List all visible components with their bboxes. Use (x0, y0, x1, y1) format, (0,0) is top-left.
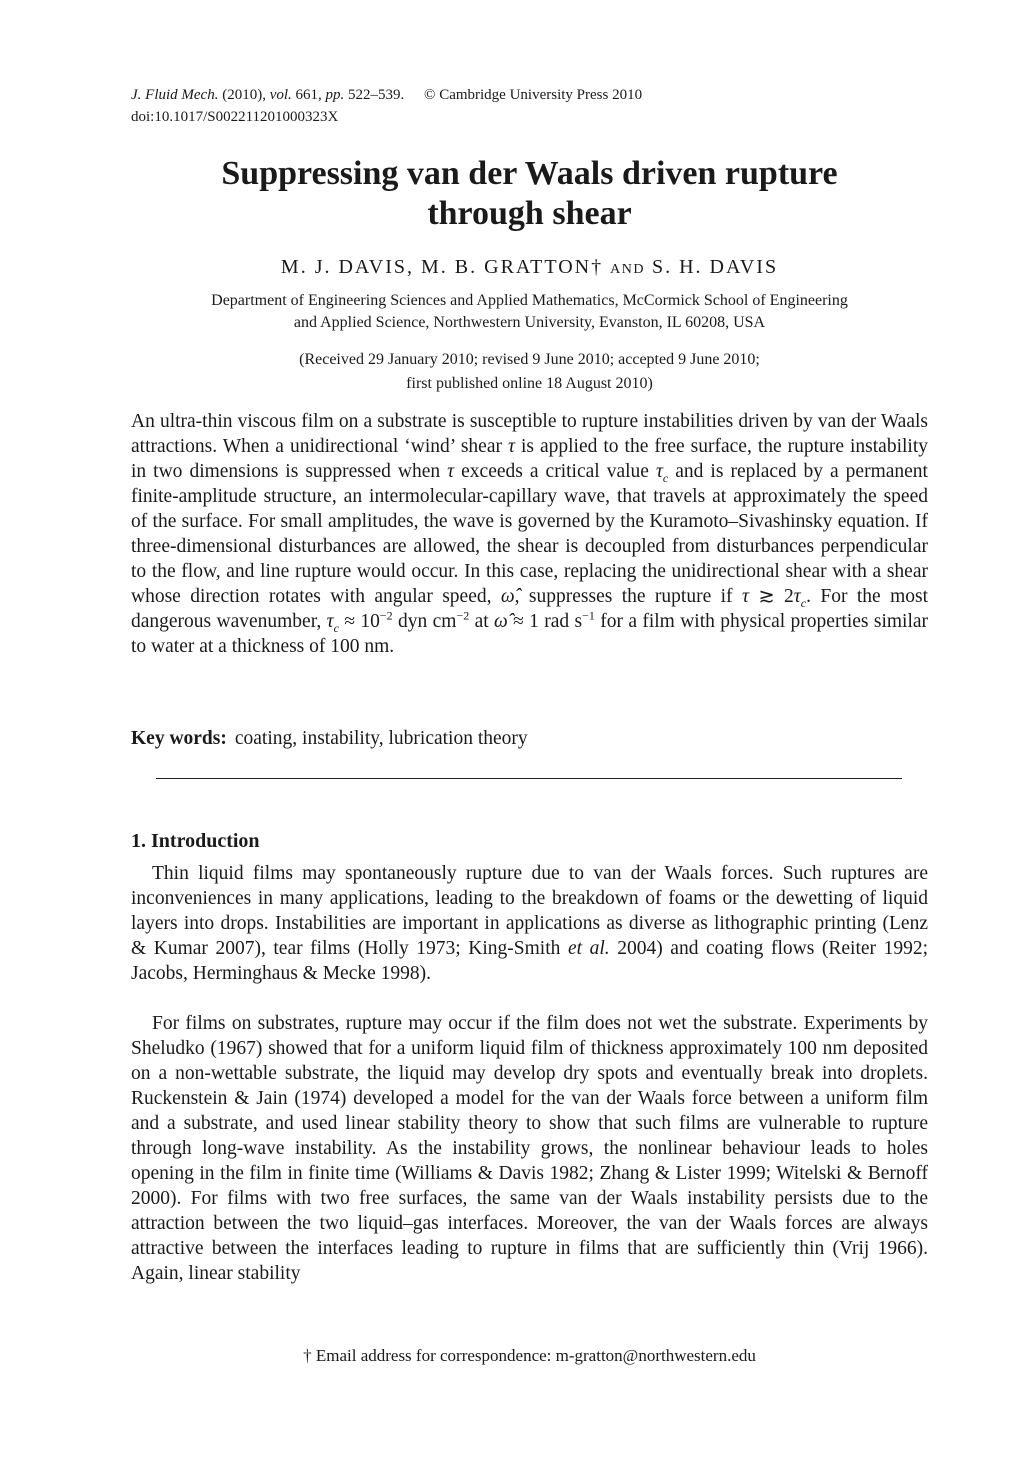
keywords-label: Key words: (131, 728, 227, 749)
math-omega-hat: ω̂ (494, 611, 508, 632)
affiliation-line-2: and Applied Science, Northwestern University, Evanston, IL 60208, USA (293, 314, 766, 331)
abstract-text: exceeds a critical value (454, 461, 656, 482)
abstract-text: for a film with physical properties similar to water at a thickness of 100 nm. (131, 611, 929, 657)
abstract-text: . For the most dangerous wavenumber, (131, 586, 928, 632)
pages-label: pp. (325, 87, 345, 103)
math-exponent: −2 (456, 608, 470, 623)
abstract-text: ≈ 1 rad s (507, 611, 583, 632)
et-al: et al. (567, 938, 610, 959)
math-tau: τ (447, 461, 455, 482)
abstract-text: is applied to the free surface, the rupture instability in two dimensions is suppressed when (131, 436, 928, 482)
math-tau-c: τ (326, 611, 334, 632)
affiliation (131, 290, 928, 334)
paragraph-text: 2004) and coating flows (Reiter 1992; Jacobs, Herminghaus & Mecke 1998). (131, 938, 928, 984)
math-subscript: c (662, 470, 669, 485)
footnote: † Email address for correspondence: m-gratton@northwestern.edu (303, 1346, 756, 1365)
horizontal-rule (156, 778, 902, 779)
math-tau-c: τ (793, 586, 801, 607)
volume-label: vol. (269, 87, 292, 103)
authors-part-2: S. H. DAVIS (651, 256, 779, 278)
math-approx: ≳ 2 (748, 586, 794, 607)
paragraph-text: Thin liquid films may spontaneously rupture due to van der Waals forces. Such ruptures are inconveniences in many applications, leading to the breakdown of foams or the dewetting of liquid layers into drops. Instabilities are important in applications as diverse as lithographic printing (Lenz & Kumar 2007), tear films (Holly 1973; King-Smith (131, 863, 928, 959)
paragraph-2: For films on substrates, rupture may occur if the film does not wet the substrate. Experiments by Sheludko (1967) showed that for a uniform liquid film of thickness approximately 100 nm deposited on a non-wettable substrate, the liquid may develop dry spots and eventually break into droplets. Ruckenstein & Jain (1974) developed a model for the van der Waals force between a uniform film and a substrate, and used linear stability theory to show that such films are vulnerable to rupture through long-wave instability. As the instability grows, the nonlinear behaviour leads to holes opening in the film in finite time (Williams & Davis 1982; Zhang & Lister 1999; Witelski & Bernoff 2000). For films with two free surfaces, the same van der Waals instability persists due to the attraction between the two liquid–gas interfaces. Moreover, the van der Waals forces are always attractive between the interfaces leading to rupture in films that are sufficiently thin (Vrij 1966). Again, linear stability (131, 1013, 928, 1284)
abstract-text: and is replaced by a permanent finite-amplitude structure, an intermolecular-capillary wave, that travels at approximately the speed of the surface. For small amplitudes, the wave is governed by the Kuramoto–Sivashinsky equation. If three-dimensional disturbances are allowed, the shear is decoupled from disturbances perpendicular to the flow, and line rupture would occur. In this case, replacing the unidirectional shear with a shear whose direction rotates with angular speed, (131, 461, 928, 607)
math-exponent: −1 (582, 608, 595, 623)
received-dates (131, 348, 928, 396)
keywords (131, 726, 528, 751)
math-subscript: c (333, 620, 339, 635)
math-tau: τ (741, 586, 749, 607)
math-tau-c: τ (655, 461, 663, 482)
abstract (131, 409, 928, 659)
paper-title (131, 154, 928, 234)
abstract-text: at (469, 611, 494, 632)
keywords-value: coating, instability, lubrication theory (234, 728, 528, 749)
title-line-1: Suppressing van der Waals driven rupture (221, 155, 838, 192)
authors-and: AND (610, 262, 645, 277)
abstract-text: , suppresses the rupture if (514, 586, 742, 607)
page-range: 522–539. (348, 87, 405, 103)
copyright-notice: © Cambridge University Press 2010 (424, 87, 643, 103)
math-omega-hat: ω̂ (500, 586, 515, 607)
journal-citation (131, 84, 928, 106)
received-line-2: first published online 18 August 2010) (406, 375, 653, 392)
math-tau: τ (507, 436, 515, 457)
paragraph-1 (131, 861, 928, 986)
author-list (131, 256, 928, 279)
abstract-text: ≈ 10 (338, 611, 380, 632)
math-exponent: −2 (379, 608, 393, 623)
abstract-text: An ultra-thin viscous film on a substrate is susceptible to rupture instabilities driven by van der Waals attractions. When a unidirectional ‘wind’ shear (131, 411, 928, 457)
authors-part-1: M. J. DAVIS, M. B. GRATTON† (280, 256, 604, 278)
section-heading: 1. Introduction (131, 830, 260, 852)
affiliation-line-1: Department of Engineering Sciences and Applied Mathematics, McCormick School of Engineering (211, 292, 848, 309)
math-subscript: c (800, 595, 807, 610)
journal-name: J. Fluid Mech. (131, 87, 219, 103)
received-line-1: (Received 29 January 2010; revised 9 June 2010; accepted 9 June 2010; (299, 351, 760, 368)
abstract-text: dyn cm (392, 611, 457, 632)
volume-number: 661, (295, 87, 322, 103)
title-line-2: through shear (427, 195, 632, 232)
journal-year: (2010), (222, 87, 266, 103)
doi: doi:10.1017/S002211201000323X (131, 109, 339, 125)
